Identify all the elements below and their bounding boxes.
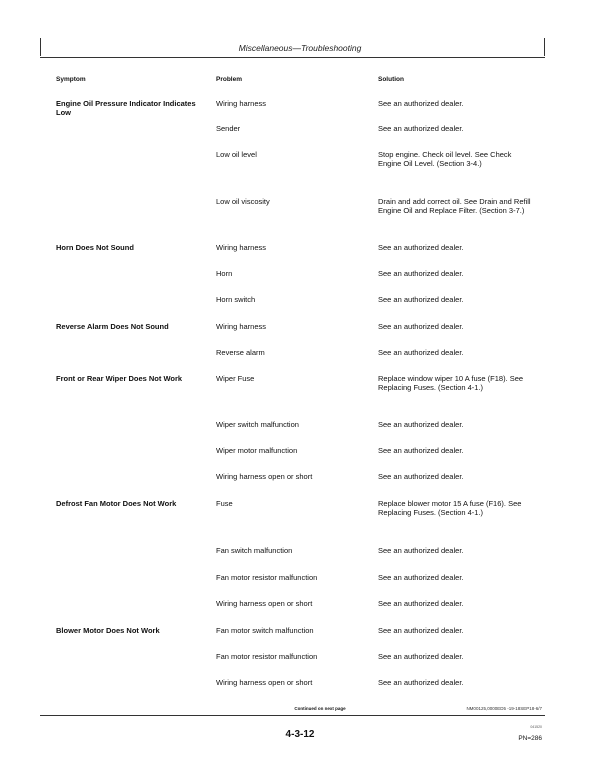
symptom-cell: Engine Oil Pressure Indicator Indicates Low — [56, 99, 196, 117]
solution-cell: See an authorized dealer. — [378, 573, 464, 582]
page-number: 4-3-12 — [285, 729, 315, 740]
symptom-cell: Horn Does Not Sound — [56, 243, 134, 252]
solution-cell: See an authorized dealer. — [378, 348, 464, 357]
solution-cell: See an authorized dealer. — [378, 420, 464, 429]
solution-cell: Replace blower motor 15 A fuse (F16). See Replacing Fuses. (Section 4-1.) — [378, 499, 522, 517]
problem-cell: Wiring harness — [216, 99, 267, 108]
column-header-symptom: Symptom — [56, 76, 86, 83]
solution-cell: See an authorized dealer. — [378, 295, 464, 304]
solution-cell: See an authorized dealer. — [378, 269, 464, 278]
solution-cell: Replace window wiper 10 A fuse (F18). See Replacing Fuses. (Section 4-1.) — [378, 374, 524, 392]
solution-cell: See an authorized dealer. — [378, 678, 464, 687]
problem-cell: Wiring harness open or short — [216, 599, 313, 608]
problem-cell: Fan motor switch malfunction — [216, 626, 314, 635]
solution-cell: See an authorized dealer. — [378, 546, 464, 555]
solution-cell: See an authorized dealer. — [378, 652, 464, 661]
problem-cell: Wiper switch malfunction — [216, 420, 299, 429]
symptom-cell: Blower Motor Does Not Work — [56, 626, 160, 635]
problem-cell: Wiring harness — [216, 322, 267, 331]
solution-cell: Stop engine. Check oil level. See Check Engine Oil Level. (Section 3-4.) — [378, 150, 512, 168]
symptom-cell: Reverse Alarm Does Not Sound — [56, 322, 169, 331]
column-header-solution: Solution — [378, 76, 404, 83]
problem-cell: Fan motor resistor malfunction — [216, 652, 318, 661]
header-divider — [40, 57, 545, 58]
problem-cell: Wiring harness open or short — [216, 678, 313, 687]
symptom-cell: Defrost Fan Motor Does Not Work — [56, 499, 177, 508]
solution-cell: See an authorized dealer. — [378, 599, 464, 608]
footer-divider — [40, 715, 545, 716]
problem-cell: Sender — [216, 124, 241, 133]
problem-cell: Low oil level — [216, 150, 257, 159]
solution-cell: See an authorized dealer. — [378, 322, 464, 331]
solution-cell: See an authorized dealer. — [378, 626, 464, 635]
problem-cell: Horn switch — [216, 295, 256, 304]
problem-cell: Low oil viscosity — [216, 197, 270, 206]
solution-cell: See an authorized dealer. — [378, 99, 464, 108]
problem-cell: Fan switch malfunction — [216, 546, 293, 555]
problem-cell: Wiring harness open or short — [216, 472, 313, 481]
continued-note: Continued on next page — [294, 706, 346, 711]
problem-cell: Fan motor resistor malfunction — [216, 573, 318, 582]
solution-cell: Drain and add correct oil. See Drain and Refill Engine Oil and Replace Filter. (Section 3-7.) — [378, 197, 531, 215]
pn-number: PN=286 — [518, 735, 542, 742]
solution-cell: See an authorized dealer. — [378, 124, 464, 133]
problem-cell: Wiper Fuse — [216, 374, 255, 383]
document-code: NM00125,0000ED5 -19-18SEP18-6/7 — [466, 706, 542, 711]
solution-cell: See an authorized dealer. — [378, 243, 464, 252]
problem-cell: Horn — [216, 269, 233, 278]
problem-cell: Wiper motor malfunction — [216, 446, 298, 455]
small-code: 041520 — [530, 725, 542, 729]
column-header-problem: Problem — [216, 76, 243, 83]
problem-cell: Wiring harness — [216, 243, 267, 252]
problem-cell: Reverse alarm — [216, 348, 265, 357]
solution-cell: See an authorized dealer. — [378, 446, 464, 455]
problem-cell: Fuse — [216, 499, 233, 508]
page-header-title: Miscellaneous—Troubleshooting — [238, 43, 362, 53]
symptom-cell: Front or Rear Wiper Does Not Work — [56, 374, 183, 383]
solution-cell: See an authorized dealer. — [378, 472, 464, 481]
